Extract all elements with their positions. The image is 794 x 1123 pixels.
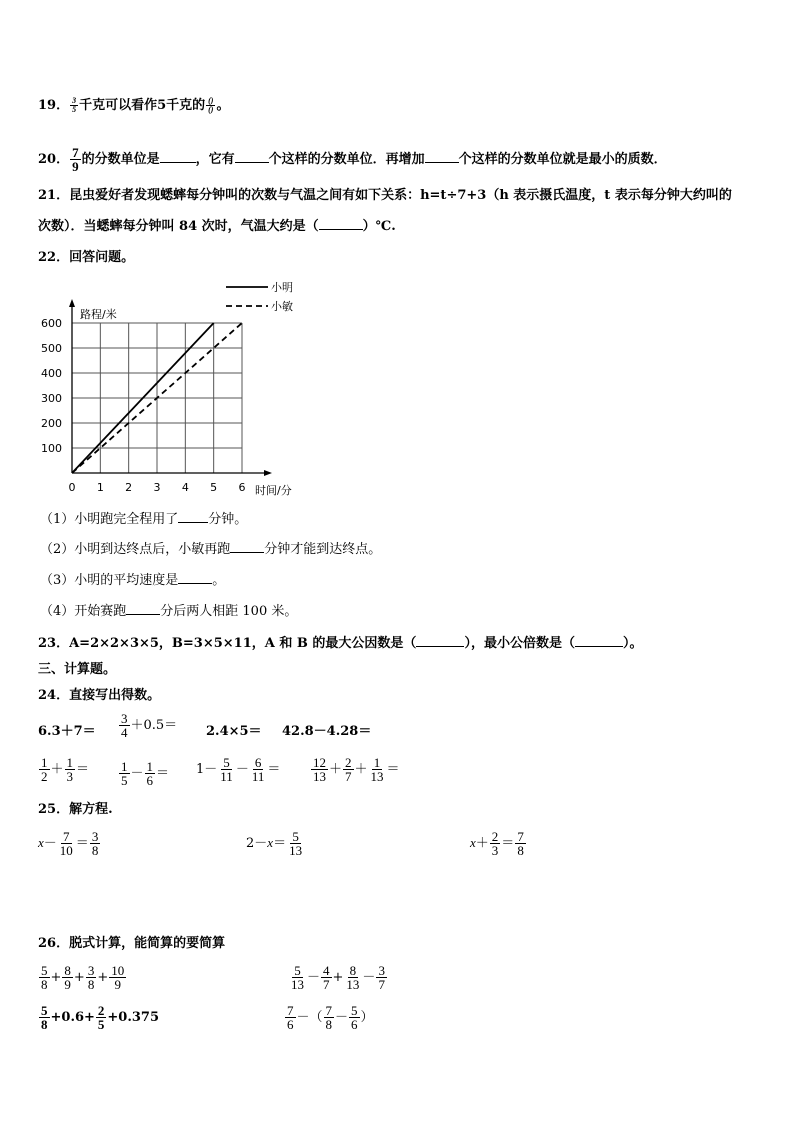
expression (118, 712, 177, 739)
legend-label: 小明 (271, 281, 293, 294)
operator: － (235, 762, 249, 777)
numerator: 5 (351, 1003, 358, 1018)
denominator: 4 (121, 725, 128, 740)
expression: 42.8－4.28＝ (282, 724, 372, 739)
numerator: 8 (349, 963, 357, 978)
fraction (343, 756, 354, 783)
denominator: 13 (370, 769, 384, 784)
answer-blank[interactable] (575, 646, 623, 647)
question-text: ，它有 (195, 152, 235, 167)
variable: x (267, 835, 274, 850)
denominator: 8 (91, 843, 99, 858)
question-22-sub-3 (40, 573, 225, 589)
denominator: 13 (289, 843, 303, 858)
denominator: 7 (323, 977, 330, 992)
numerator: 2 (345, 755, 352, 770)
operator: － (43, 836, 57, 851)
numerator: 12 (313, 755, 326, 770)
operator: ＝ (267, 762, 281, 777)
x-tick-label: 4 (181, 481, 189, 494)
operator: ＋ (354, 762, 368, 777)
expression-text: －（ (296, 1010, 323, 1025)
denominator: 5 (97, 1017, 105, 1032)
fraction-blank (206, 97, 215, 114)
answer-blank[interactable] (319, 229, 363, 230)
fraction (119, 712, 130, 739)
fraction (490, 830, 501, 857)
operator: ＝ (273, 836, 287, 851)
expression (38, 1004, 159, 1031)
fraction (311, 756, 328, 783)
operator: ＝ (156, 766, 170, 781)
x-tick-label: 3 (153, 481, 161, 494)
fraction (96, 1004, 107, 1031)
y-tick-label: 300 (41, 392, 62, 405)
question-22-sub-2 (40, 542, 381, 558)
variable: x (470, 835, 476, 850)
fraction (109, 964, 126, 991)
question-21-line-2 (38, 219, 396, 235)
expression: 6.3＋7＝ (38, 724, 96, 739)
operator: ＋ (475, 836, 489, 851)
question-text: （2）小明到达终点后，小敏再跑 (40, 542, 231, 557)
numerator: 2 (97, 1003, 105, 1018)
x-tick-label: 6 (238, 481, 246, 494)
numerator: 7 (72, 145, 79, 160)
y-tick-label: 100 (41, 442, 62, 455)
question-number: 19． (38, 98, 70, 113)
denominator: 6 (351, 1017, 358, 1032)
y-axis-arrow (69, 299, 75, 307)
denominator: 5 (72, 105, 77, 114)
equation (470, 830, 527, 857)
numerator: 5 (292, 829, 299, 844)
fraction (90, 830, 101, 857)
question-25-title: 25．解方程. (38, 802, 113, 817)
numerator: 1 (66, 755, 74, 770)
expression: 2.4×5＝ (206, 724, 262, 739)
operator: － (130, 766, 144, 781)
question-text: 的分数单位是 (81, 152, 160, 167)
operator: + (73, 970, 85, 985)
operator: ＝ (75, 836, 89, 851)
operator: ＝ (386, 762, 400, 777)
question-19 (38, 97, 229, 114)
operator: ＝ (76, 762, 90, 777)
question-number: 20． (38, 152, 70, 167)
denominator: 2 (41, 769, 48, 784)
y-tick-label: 600 (41, 317, 62, 330)
variable: x (38, 835, 44, 850)
fraction (70, 146, 81, 173)
y-axis-label: 路程/米 (80, 308, 117, 321)
question-24-title: 24．直接写出得数。 (38, 688, 161, 703)
expression (284, 1004, 374, 1031)
x-tick-label: 2 (125, 481, 133, 494)
distance-time-chart (30, 280, 330, 500)
operator: + (50, 970, 62, 985)
answer-blank[interactable] (126, 614, 160, 615)
question-26-title: 26．脱式计算，能简算的要简算 (38, 936, 226, 951)
expression-text: ＋0.5＝ (130, 718, 178, 733)
denominator: 8 (41, 977, 48, 992)
numerator: 7 (517, 829, 524, 844)
numerator: 5 (223, 755, 230, 770)
expression-text: +0.6+ (50, 1010, 95, 1025)
fraction (39, 1004, 50, 1031)
numerator: 1 (373, 755, 381, 770)
equation (38, 830, 101, 857)
numerator: 1 (121, 759, 128, 774)
question-21-line-1: 21．昆虫爱好者发现蟋蟀每分钟叫的次数与气温之间有如下关系：h=t÷7+3（h 表示摄氏温度，t 表示每分钟大约叫的 (38, 188, 732, 203)
denominator: 7 (378, 977, 385, 992)
question-20 (38, 146, 667, 173)
fraction (58, 830, 75, 857)
numerator: 5 (41, 1003, 48, 1018)
question-text: 个这样的分数单位就是最小的质数． (458, 152, 667, 167)
numerator: 2 (491, 829, 499, 844)
expression-text: 1－ (196, 762, 218, 777)
numerator: 3 (72, 96, 77, 105)
expression-text: 2－ (246, 836, 268, 851)
denominator: 11 (251, 769, 265, 784)
numerator: 3 (121, 711, 128, 726)
question-text: 次数）．当蟋蟀每分钟叫 84 次时，气温大约是（ (38, 219, 319, 234)
punctuation: 。 (216, 98, 230, 113)
answer-blank[interactable] (160, 162, 196, 163)
expression-text: +0.375 (107, 1010, 160, 1025)
question-text: ），最小公倍数是（ (464, 636, 575, 651)
numerator: 3 (378, 963, 385, 978)
operator: ＝ (501, 836, 515, 851)
question-text: 分钟才能到达终点。 (264, 542, 382, 557)
operator: － (307, 970, 321, 985)
numerator: 1 (146, 759, 154, 774)
question-text: （3）小明的平均速度是 (40, 573, 179, 588)
fraction (376, 964, 387, 991)
numerator: 3 (91, 829, 99, 844)
numerator: 7 (325, 1003, 333, 1018)
fraction (285, 1004, 296, 1031)
fraction (349, 1004, 360, 1031)
fraction (39, 756, 50, 783)
denominator: 8 (517, 843, 524, 858)
fraction (86, 964, 97, 991)
question-text: 个这样的分数单位．再增加 (268, 152, 425, 167)
denominator: 7 (345, 769, 352, 784)
answer-blank[interactable] (230, 552, 264, 553)
section-3-heading: 三、计算题。 (38, 662, 117, 677)
fraction (515, 830, 526, 857)
fraction (321, 964, 332, 991)
denominator: 13 (346, 977, 360, 992)
x-tick-label: 5 (210, 481, 218, 494)
answer-blank[interactable] (416, 646, 464, 647)
chart-legend (226, 280, 293, 313)
numerator: 4 (323, 963, 330, 978)
operator: － (362, 970, 376, 985)
expression-text: ） (360, 1010, 374, 1025)
fraction (119, 760, 130, 787)
operator: ＋ (329, 762, 343, 777)
numerator: 8 (64, 963, 71, 978)
numerator: 1 (41, 755, 48, 770)
x-axis-label: 时间/分 (255, 484, 292, 497)
expression (196, 756, 280, 783)
denominator: () (208, 105, 214, 114)
operator: + (97, 970, 109, 985)
question-text: 。 (212, 573, 226, 588)
denominator: 3 (66, 769, 74, 784)
expression (118, 760, 169, 787)
fraction (344, 964, 361, 991)
expression (38, 964, 127, 991)
numerator: 7 (63, 829, 70, 844)
denominator: 6 (146, 773, 154, 788)
denominator: 8 (41, 1017, 48, 1032)
numerator: 6 (254, 755, 262, 770)
question-text: ）℃. (362, 219, 396, 234)
numerator: 5 (294, 963, 301, 978)
fraction (145, 760, 156, 787)
question-text: 千克可以看作5千克的 (79, 98, 206, 113)
fraction (369, 756, 386, 783)
denominator: 9 (114, 977, 121, 992)
question-text: （4）开始赛跑 (40, 604, 127, 619)
legend-label: 小敏 (271, 300, 293, 313)
operator: ＋ (50, 762, 64, 777)
question-22-sub-4 (40, 604, 297, 620)
denominator: 6 (287, 1017, 294, 1032)
numerator: 3 (87, 963, 95, 978)
question-text: 分钟。 (208, 512, 248, 527)
fraction (218, 756, 235, 783)
answer-blank[interactable] (178, 522, 208, 523)
question-23 (38, 636, 642, 652)
x-axis-arrow (264, 470, 272, 476)
question-text: （1）小明跑完全程用了 (40, 512, 179, 527)
fraction (39, 964, 50, 991)
answer-blank[interactable] (235, 162, 269, 163)
denominator: 8 (325, 1017, 333, 1032)
question-22-sub-1 (40, 512, 247, 528)
equation (246, 830, 305, 857)
answer-blank[interactable] (425, 162, 459, 163)
expression (310, 756, 400, 783)
question-22-title: 22．回答问题。 (38, 250, 135, 265)
x-tick-label: 1 (96, 481, 104, 494)
question-text: 23．A=2×2×3×5，B=3×5×11，A 和 B 的最大公因数是（ (38, 636, 417, 651)
denominator: 8 (87, 977, 95, 992)
fraction (70, 97, 78, 114)
fraction (289, 964, 306, 991)
denominator: 9 (64, 977, 71, 992)
denominator: 11 (220, 769, 233, 784)
question-text: 分后两人相距 100 米。 (160, 604, 298, 619)
fraction (324, 1004, 335, 1031)
denominator: 10 (59, 843, 73, 858)
fraction (287, 830, 304, 857)
fraction (250, 756, 267, 783)
denominator: 5 (121, 773, 128, 788)
question-text: ）。 (622, 636, 643, 651)
y-tick-label: 400 (41, 367, 62, 380)
numerator: () (208, 96, 214, 105)
denominator: 3 (491, 843, 499, 858)
x-tick-label: 0 (68, 481, 76, 494)
operator: － (335, 1010, 349, 1025)
answer-blank[interactable] (178, 583, 212, 584)
y-tick-label: 500 (41, 342, 62, 355)
numerator: 7 (287, 1003, 294, 1018)
fraction (65, 756, 76, 783)
numerator: 10 (111, 963, 125, 978)
denominator: 13 (313, 769, 326, 784)
expression (288, 964, 388, 991)
expression (38, 756, 89, 783)
numerator: 5 (41, 963, 48, 978)
denominator: 9 (72, 159, 79, 174)
denominator: 13 (291, 977, 304, 992)
operator: + (332, 970, 344, 985)
fraction (62, 964, 73, 991)
y-tick-label: 200 (41, 417, 62, 430)
